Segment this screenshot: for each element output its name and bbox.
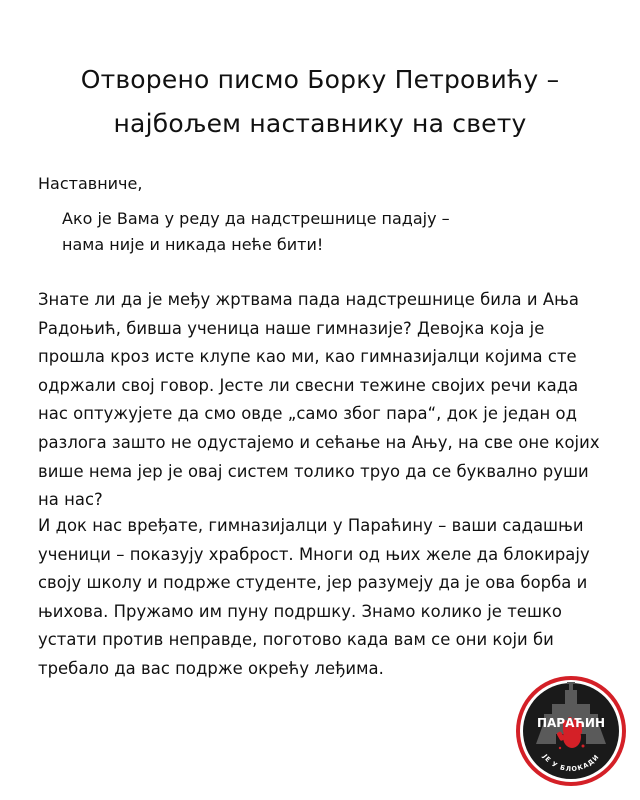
paragraph-line: разлога зашто не одустајемо и сећање на Ању, на све оне којих: [38, 432, 600, 452]
quote-line-2: нама није и никада неће бити!: [62, 235, 324, 254]
title-line-2: најбољем наставнику на свету: [113, 109, 527, 138]
paragraph-line: устати против неправде, поготово када вам се они који би: [38, 630, 554, 650]
quote-line-1: Ако је Вама у реду да надстрешнице падају –: [62, 209, 450, 228]
paragraph-line: њихова. Пружамо им пуну подршку. Знамо колико је тешко: [38, 601, 563, 621]
paragraph-line: прошла кроз исте клупе као ми, као гимназијалци којима сте: [38, 347, 577, 367]
paragraph-2: [38, 512, 608, 684]
paragraph-line: требало да вас подрже окрећу леђима.: [38, 658, 384, 678]
paracin-blockade-logo: [514, 674, 628, 788]
paragraph-line: ученици – показују храброст. Многи од њих желе да блокирају: [38, 544, 590, 564]
paragraph-line: Радоњић, бивша ученица наше гимназије? Девојка која је: [38, 318, 545, 338]
letter-title: [0, 58, 640, 146]
logo-name: ПАРАЋИН: [536, 716, 606, 730]
salutation: Наставниче,: [38, 174, 143, 193]
paragraph-line: на нас?: [38, 490, 103, 510]
paragraph-line: више нема јер је овај систем толико труо да се буквално руши: [38, 461, 589, 481]
paragraph-line: И док нас вређате, гимназијалци у Параћину – ваши садашњи: [38, 516, 584, 535]
title-line-1: Отворено писмо Борку Петровићу –: [80, 65, 560, 94]
opening-quote: [62, 206, 502, 258]
paragraph-1: [38, 286, 608, 515]
paragraph-line: одржали свој говор. Јесте ли свесни тежине својих речи када: [38, 375, 579, 395]
paragraph-line: нас оптужујете да смо овде „само због пара“, док је један од: [38, 404, 578, 424]
paragraph-line: своју школу и подрже студенте, јер разумеју да је ова борба и: [38, 573, 588, 593]
paragraph-line: Знате ли да је међу жртвама пада надстрешнице била и Ања: [38, 290, 579, 309]
logo-svg: [514, 674, 628, 788]
logo-arc-textpath: ЈЕ У БЛОКАДИ: [541, 752, 601, 774]
